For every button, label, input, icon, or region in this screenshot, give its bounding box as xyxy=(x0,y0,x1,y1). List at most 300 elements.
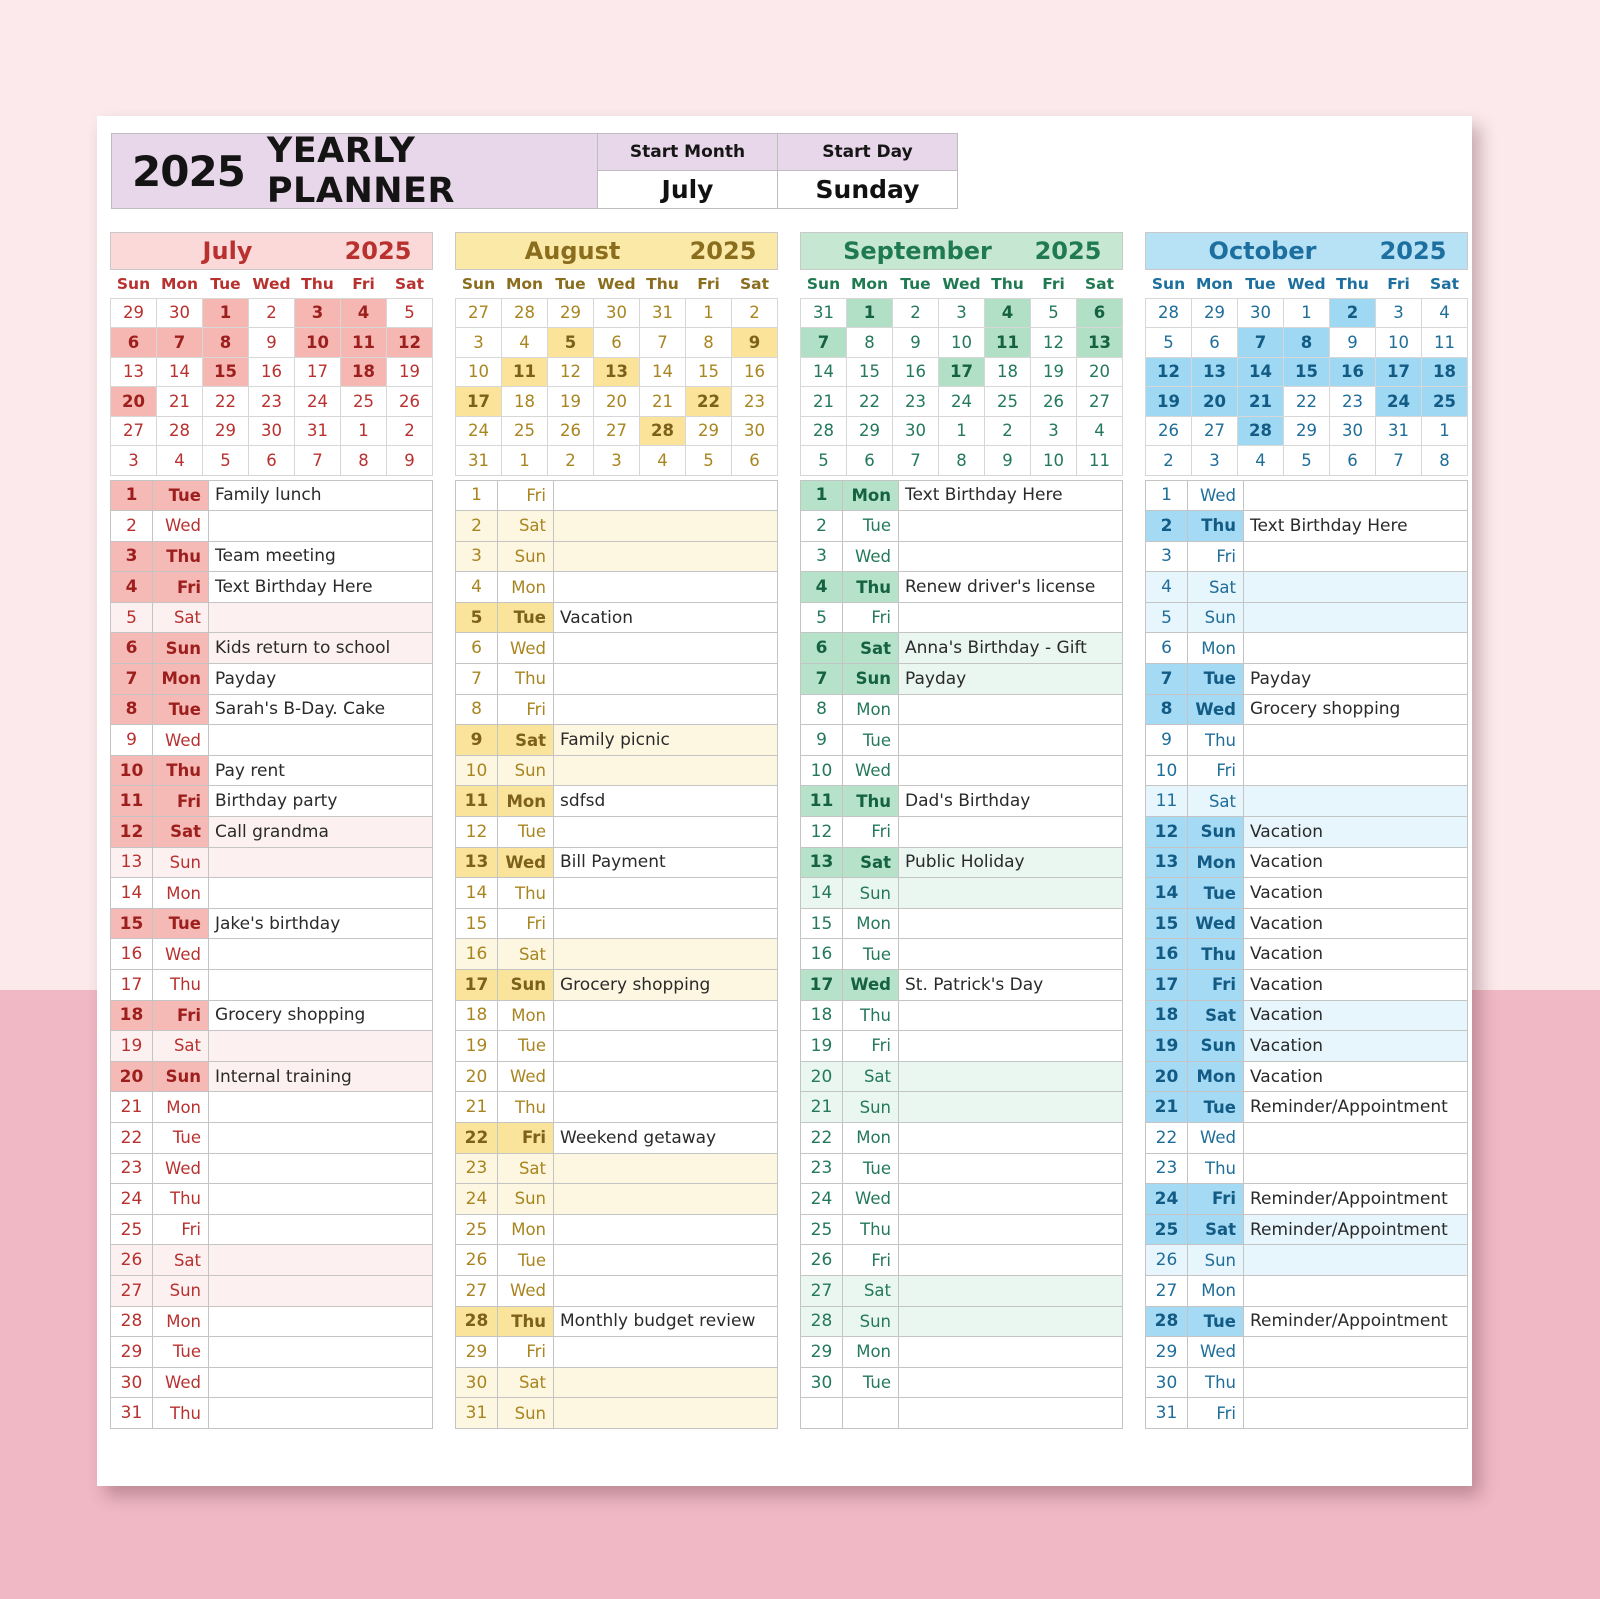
day-event-input[interactable]: Reminder/Appointment xyxy=(1244,1092,1468,1123)
mini-calendar-day[interactable]: 4 xyxy=(341,298,387,328)
mini-calendar-day[interactable]: 21 xyxy=(157,387,203,417)
day-event-input[interactable]: Text Birthday Here xyxy=(209,572,433,603)
day-event-input[interactable] xyxy=(899,817,1123,848)
day-event-input[interactable]: Vacation xyxy=(554,602,778,633)
mini-calendar-day[interactable]: 19 xyxy=(1146,387,1192,417)
mini-calendar-day[interactable]: 9 xyxy=(249,328,295,358)
day-event-input[interactable] xyxy=(1244,755,1468,786)
day-event-input[interactable] xyxy=(209,878,433,909)
mini-calendar-day[interactable]: 12 xyxy=(548,357,594,387)
day-event-input[interactable]: Vacation xyxy=(1244,1031,1468,1062)
day-event-input[interactable]: Reminder/Appointment xyxy=(1244,1214,1468,1245)
day-event-input[interactable] xyxy=(554,480,778,511)
mini-calendar-day[interactable]: 31 xyxy=(295,416,341,446)
day-event-input[interactable] xyxy=(209,1245,433,1276)
mini-calendar-day[interactable]: 16 xyxy=(732,357,778,387)
day-event-input[interactable] xyxy=(209,602,433,633)
mini-calendar-day[interactable]: 4 xyxy=(640,446,686,476)
mini-calendar-day[interactable]: 21 xyxy=(1238,387,1284,417)
day-event-input[interactable] xyxy=(899,602,1123,633)
mini-calendar-day[interactable]: 24 xyxy=(295,387,341,417)
mini-calendar-day[interactable]: 6 xyxy=(1330,446,1376,476)
mini-calendar-day[interactable]: 31 xyxy=(801,298,847,328)
day-event-input[interactable]: Weekend getaway xyxy=(554,1122,778,1153)
mini-calendar-day[interactable]: 28 xyxy=(157,416,203,446)
mini-calendar-day[interactable]: 20 xyxy=(1192,387,1238,417)
mini-calendar-day[interactable]: 2 xyxy=(1330,298,1376,328)
mini-calendar-day[interactable]: 12 xyxy=(387,328,433,358)
mini-calendar-day[interactable]: 1 xyxy=(502,446,548,476)
mini-calendar-day[interactable]: 10 xyxy=(1376,328,1422,358)
day-list-row xyxy=(111,1367,433,1398)
day-event-input[interactable]: Grocery shopping xyxy=(1244,694,1468,725)
day-event-input[interactable] xyxy=(899,939,1123,970)
day-event-input[interactable] xyxy=(554,817,778,848)
mini-calendar-day[interactable]: 10 xyxy=(456,357,502,387)
day-event-input[interactable]: Pay rent xyxy=(209,755,433,786)
mini-calendar-day[interactable]: 8 xyxy=(203,328,249,358)
mini-calendar-day[interactable]: 6 xyxy=(1077,298,1123,328)
day-event-input[interactable]: Vacation xyxy=(1244,939,1468,970)
day-event-input[interactable]: Renew driver's license xyxy=(899,572,1123,603)
day-event-input[interactable]: Family picnic xyxy=(554,725,778,756)
day-event-input[interactable] xyxy=(209,1367,433,1398)
mini-calendar-day[interactable]: 28 xyxy=(640,416,686,446)
mini-calendar-day[interactable]: 17 xyxy=(295,357,341,387)
day-event-input[interactable] xyxy=(209,970,433,1001)
mini-calendar-day[interactable]: 20 xyxy=(1077,357,1123,387)
day-event-input[interactable] xyxy=(554,1214,778,1245)
mini-calendar-day[interactable]: 26 xyxy=(1031,387,1077,417)
mini-calendar-day[interactable]: 5 xyxy=(548,328,594,358)
day-event-input[interactable]: Payday xyxy=(899,664,1123,695)
day-event-input[interactable]: Grocery shopping xyxy=(554,970,778,1001)
mini-calendar-day[interactable]: 2 xyxy=(548,446,594,476)
mini-calendar-day[interactable]: 29 xyxy=(1284,416,1330,446)
mini-calendar-day[interactable]: 8 xyxy=(1422,446,1468,476)
start-month-value[interactable]: July xyxy=(598,171,778,209)
day-event-input[interactable]: Reminder/Appointment xyxy=(1244,1306,1468,1337)
day-event-input[interactable] xyxy=(554,1000,778,1031)
mini-calendar-day[interactable]: 30 xyxy=(1238,298,1284,328)
day-event-input[interactable]: Payday xyxy=(1244,664,1468,695)
day-event-input[interactable] xyxy=(1244,1398,1468,1429)
mini-calendar-day[interactable]: 23 xyxy=(249,387,295,417)
mini-calendar-day[interactable]: 24 xyxy=(456,416,502,446)
mini-calendar-day[interactable]: 30 xyxy=(249,416,295,446)
mini-calendar-day[interactable]: 5 xyxy=(1284,446,1330,476)
mini-calendar-day[interactable]: 14 xyxy=(1238,357,1284,387)
day-event-input[interactable]: St. Patrick's Day xyxy=(899,970,1123,1001)
mini-calendar-day[interactable]: 25 xyxy=(985,387,1031,417)
day-event-input[interactable] xyxy=(554,1031,778,1062)
mini-calendar-day[interactable]: 3 xyxy=(1376,298,1422,328)
day-event-input[interactable] xyxy=(209,1031,433,1062)
day-event-input[interactable]: Birthday party xyxy=(209,786,433,817)
mini-calendar-day[interactable]: 26 xyxy=(387,387,433,417)
day-event-input[interactable] xyxy=(899,1214,1123,1245)
day-event-input[interactable]: sdfsd xyxy=(554,786,778,817)
day-event-input[interactable] xyxy=(554,1398,778,1429)
start-month-selector[interactable] xyxy=(598,133,778,209)
mini-calendar-day[interactable]: 30 xyxy=(157,298,203,328)
mini-calendar-day[interactable]: 28 xyxy=(502,298,548,328)
mini-calendar-day[interactable]: 7 xyxy=(295,446,341,476)
mini-calendar-day[interactable]: 3 xyxy=(111,446,157,476)
mini-calendar-day[interactable]: 29 xyxy=(847,416,893,446)
mini-calendar-day[interactable]: 14 xyxy=(801,357,847,387)
day-event-input[interactable] xyxy=(554,1061,778,1092)
mini-calendar-day[interactable]: 11 xyxy=(502,357,548,387)
mini-calendar-day[interactable]: 23 xyxy=(893,387,939,417)
day-event-input[interactable] xyxy=(899,755,1123,786)
mini-calendar-day[interactable]: 17 xyxy=(939,357,985,387)
mini-calendar-day[interactable]: 30 xyxy=(732,416,778,446)
mini-calendar-day[interactable]: 25 xyxy=(502,416,548,446)
mini-calendar-day[interactable]: 22 xyxy=(1284,387,1330,417)
mini-calendar-day[interactable]: 23 xyxy=(1330,387,1376,417)
mini-calendar-day[interactable]: 6 xyxy=(249,446,295,476)
mini-calendar-day[interactable]: 4 xyxy=(1077,416,1123,446)
mini-calendar-day[interactable]: 3 xyxy=(1192,446,1238,476)
mini-calendar-day[interactable]: 1 xyxy=(1284,298,1330,328)
day-event-input[interactable]: Internal training xyxy=(209,1061,433,1092)
mini-calendar-day[interactable]: 13 xyxy=(1192,357,1238,387)
day-number: 4 xyxy=(801,572,843,603)
mini-calendar-day[interactable]: 18 xyxy=(502,387,548,417)
mini-calendar-day[interactable]: 27 xyxy=(111,416,157,446)
day-event-input[interactable] xyxy=(899,1398,1123,1429)
day-event-input[interactable] xyxy=(209,511,433,542)
day-event-input[interactable] xyxy=(899,1245,1123,1276)
mini-calendar-day[interactable]: 17 xyxy=(456,387,502,417)
mini-calendar-day[interactable]: 18 xyxy=(985,357,1031,387)
day-event-input[interactable]: Team meeting xyxy=(209,541,433,572)
day-event-input[interactable] xyxy=(554,878,778,909)
mini-calendar-day[interactable]: 20 xyxy=(594,387,640,417)
mini-calendar-day[interactable]: 31 xyxy=(640,298,686,328)
day-event-input[interactable] xyxy=(209,725,433,756)
mini-calendar-day[interactable]: 1 xyxy=(939,416,985,446)
day-event-input[interactable] xyxy=(899,878,1123,909)
mini-calendar-day[interactable]: 21 xyxy=(640,387,686,417)
mini-calendar-day[interactable]: 19 xyxy=(387,357,433,387)
day-event-input[interactable] xyxy=(899,1275,1123,1306)
day-event-input[interactable]: Vacation xyxy=(1244,878,1468,909)
day-event-input[interactable] xyxy=(899,541,1123,572)
mini-calendar-day[interactable]: 29 xyxy=(1192,298,1238,328)
day-event-input[interactable]: Text Birthday Here xyxy=(1244,511,1468,542)
day-event-input[interactable]: Call grandma xyxy=(209,817,433,848)
day-event-input[interactable] xyxy=(899,1184,1123,1215)
day-event-input[interactable] xyxy=(899,511,1123,542)
day-event-input[interactable] xyxy=(209,1398,433,1429)
mini-calendar-day[interactable]: 19 xyxy=(548,387,594,417)
mini-calendar-day[interactable]: 2 xyxy=(732,298,778,328)
mini-calendar-day[interactable]: 23 xyxy=(732,387,778,417)
mini-calendar-day[interactable]: 2 xyxy=(387,416,433,446)
day-event-input[interactable] xyxy=(899,1000,1123,1031)
mini-calendar-day[interactable]: 16 xyxy=(249,357,295,387)
day-weekday: Wed xyxy=(843,541,899,572)
day-event-input[interactable] xyxy=(1244,725,1468,756)
day-event-input[interactable] xyxy=(1244,602,1468,633)
day-event-input[interactable] xyxy=(554,908,778,939)
mini-calendar-day[interactable]: 27 xyxy=(594,416,640,446)
mini-calendar-day[interactable]: 10 xyxy=(295,328,341,358)
day-event-input[interactable] xyxy=(899,1031,1123,1062)
day-event-input[interactable] xyxy=(1244,1122,1468,1153)
day-event-input[interactable] xyxy=(899,1061,1123,1092)
day-event-input[interactable]: Text Birthday Here xyxy=(899,480,1123,511)
mini-calendar-day[interactable]: 1 xyxy=(341,416,387,446)
day-event-input[interactable] xyxy=(899,1306,1123,1337)
mini-calendar-day[interactable]: 29 xyxy=(203,416,249,446)
day-event-input[interactable]: Sarah's B-Day. Cake xyxy=(209,694,433,725)
mini-calendar-day[interactable]: 3 xyxy=(295,298,341,328)
day-event-input[interactable] xyxy=(899,1122,1123,1153)
mini-calendar-day[interactable]: 5 xyxy=(203,446,249,476)
mini-calendar-day[interactable]: 8 xyxy=(686,328,732,358)
day-event-input[interactable] xyxy=(554,1245,778,1276)
mini-calendar-day[interactable]: 3 xyxy=(1031,416,1077,446)
mini-calendar-day[interactable]: 9 xyxy=(1330,328,1376,358)
mini-calendar-day[interactable]: 26 xyxy=(548,416,594,446)
day-event-input[interactable] xyxy=(899,908,1123,939)
day-event-input[interactable]: Family lunch xyxy=(209,480,433,511)
mini-calendar-day[interactable]: 27 xyxy=(456,298,502,328)
day-event-input[interactable] xyxy=(899,694,1123,725)
mini-calendar-day[interactable]: 7 xyxy=(157,328,203,358)
day-event-input[interactable] xyxy=(209,1092,433,1123)
mini-calendar-day[interactable]: 7 xyxy=(1238,328,1284,358)
day-event-input[interactable] xyxy=(1244,786,1468,817)
day-event-input[interactable] xyxy=(1244,572,1468,603)
day-event-input[interactable] xyxy=(554,1337,778,1368)
mini-calendar-day[interactable]: 29 xyxy=(686,416,732,446)
day-event-input[interactable] xyxy=(899,1367,1123,1398)
mini-calendar-day[interactable]: 6 xyxy=(594,328,640,358)
day-event-input[interactable]: Grocery shopping xyxy=(209,1000,433,1031)
day-event-input[interactable] xyxy=(554,1275,778,1306)
mini-calendar-day[interactable]: 4 xyxy=(1238,446,1284,476)
mini-calendar-day[interactable]: 4 xyxy=(502,328,548,358)
mini-calendar-day[interactable]: 17 xyxy=(1376,357,1422,387)
mini-calendar-day[interactable]: 13 xyxy=(1077,328,1123,358)
day-event-input[interactable] xyxy=(209,1275,433,1306)
mini-calendar-day[interactable]: 28 xyxy=(1146,298,1192,328)
start-day-value[interactable]: Sunday xyxy=(778,171,958,209)
mini-calendar-day[interactable]: 31 xyxy=(456,446,502,476)
mini-calendar-day[interactable]: 18 xyxy=(341,357,387,387)
mini-calendar-day[interactable]: 2 xyxy=(249,298,295,328)
day-event-input[interactable]: Dad's Birthday xyxy=(899,786,1123,817)
day-event-input[interactable] xyxy=(554,664,778,695)
day-event-input[interactable] xyxy=(554,572,778,603)
day-event-input[interactable]: Vacation xyxy=(1244,908,1468,939)
mini-calendar-day[interactable]: 2 xyxy=(985,416,1031,446)
day-event-input[interactable]: Payday xyxy=(209,664,433,695)
mini-calendar-day[interactable]: 20 xyxy=(111,387,157,417)
day-event-input[interactable] xyxy=(899,725,1123,756)
day-event-input[interactable] xyxy=(1244,1153,1468,1184)
mini-calendar-day[interactable]: 29 xyxy=(111,298,157,328)
mini-calendar-day[interactable]: 3 xyxy=(594,446,640,476)
mini-calendar-day[interactable]: 7 xyxy=(640,328,686,358)
mini-calendar-day[interactable]: 5 xyxy=(1146,328,1192,358)
mini-calendar-day[interactable]: 27 xyxy=(1077,387,1123,417)
mini-calendar-day[interactable]: 6 xyxy=(111,328,157,358)
mini-calendar-day[interactable]: 15 xyxy=(847,357,893,387)
mini-calendar-day[interactable]: 11 xyxy=(985,328,1031,358)
mini-calendar-day[interactable]: 3 xyxy=(939,298,985,328)
mini-calendar-day[interactable]: 14 xyxy=(157,357,203,387)
mini-calendar-day[interactable]: 14 xyxy=(640,357,686,387)
start-day-selector[interactable] xyxy=(778,133,958,209)
mini-calendar-day[interactable]: 5 xyxy=(801,446,847,476)
day-event-input[interactable] xyxy=(1244,1275,1468,1306)
mini-calendar-day[interactable]: 4 xyxy=(1422,298,1468,328)
mini-calendar-day[interactable]: 22 xyxy=(686,387,732,417)
mini-calendar-day[interactable]: 5 xyxy=(686,446,732,476)
day-event-input[interactable] xyxy=(209,1214,433,1245)
day-event-input[interactable] xyxy=(554,541,778,572)
mini-calendar-day[interactable]: 11 xyxy=(1422,328,1468,358)
day-event-input[interactable] xyxy=(554,1092,778,1123)
day-event-input[interactable] xyxy=(209,1122,433,1153)
mini-calendar-day[interactable]: 13 xyxy=(594,357,640,387)
mini-calendar-day[interactable]: 9 xyxy=(732,328,778,358)
mini-calendar-day[interactable]: 12 xyxy=(1031,328,1077,358)
day-event-input[interactable] xyxy=(554,1367,778,1398)
mini-calendar-day[interactable]: 21 xyxy=(801,387,847,417)
day-event-input[interactable] xyxy=(1244,1337,1468,1368)
mini-calendar-day[interactable]: 8 xyxy=(939,446,985,476)
mini-calendar-day[interactable]: 24 xyxy=(939,387,985,417)
mini-calendar-day[interactable]: 1 xyxy=(203,298,249,328)
mini-calendar-day[interactable]: 31 xyxy=(1376,416,1422,446)
mini-calendar-day[interactable]: 8 xyxy=(1284,328,1330,358)
day-event-input[interactable] xyxy=(1244,1367,1468,1398)
day-event-input[interactable] xyxy=(209,1306,433,1337)
mini-calendar-day[interactable]: 9 xyxy=(387,446,433,476)
mini-calendar-day[interactable]: 10 xyxy=(1031,446,1077,476)
mini-calendar-day[interactable]: 7 xyxy=(801,328,847,358)
mini-calendar-day[interactable]: 7 xyxy=(893,446,939,476)
day-event-input[interactable] xyxy=(899,1337,1123,1368)
mini-calendar-day[interactable]: 6 xyxy=(847,446,893,476)
day-event-input[interactable]: Jake's birthday xyxy=(209,908,433,939)
day-event-input[interactable] xyxy=(209,1337,433,1368)
mini-calendar-day[interactable]: 12 xyxy=(1146,357,1192,387)
day-event-input[interactable]: Monthly budget review xyxy=(554,1306,778,1337)
mini-calendar-day[interactable]: 1 xyxy=(847,298,893,328)
mini-calendar-day[interactable]: 15 xyxy=(1284,357,1330,387)
mini-calendar-day[interactable]: 19 xyxy=(1031,357,1077,387)
day-event-input[interactable] xyxy=(209,1153,433,1184)
mini-calendar-day[interactable]: 26 xyxy=(1146,416,1192,446)
day-event-input[interactable] xyxy=(554,939,778,970)
day-event-input[interactable]: Vacation xyxy=(1244,847,1468,878)
mini-calendar-day[interactable]: 16 xyxy=(893,357,939,387)
day-event-input[interactable]: Vacation xyxy=(1244,1000,1468,1031)
day-event-input[interactable]: Vacation xyxy=(1244,970,1468,1001)
mini-calendar-day[interactable]: 1 xyxy=(1422,416,1468,446)
mini-calendar-day[interactable]: 25 xyxy=(1422,387,1468,417)
mini-calendar-day[interactable]: 27 xyxy=(1192,416,1238,446)
day-event-input[interactable]: Anna's Birthday - Gift xyxy=(899,633,1123,664)
mini-calendar-day[interactable]: 18 xyxy=(1422,357,1468,387)
mini-calendar-day[interactable]: 22 xyxy=(203,387,249,417)
day-event-input[interactable]: Bill Payment xyxy=(554,847,778,878)
mini-calendar-day[interactable]: 8 xyxy=(847,328,893,358)
mini-calendar-day[interactable]: 4 xyxy=(985,298,1031,328)
mini-calendar-day[interactable]: 11 xyxy=(1077,446,1123,476)
day-event-input[interactable] xyxy=(554,1153,778,1184)
mini-calendar-day[interactable]: 1 xyxy=(686,298,732,328)
mini-calendar-day[interactable]: 22 xyxy=(847,387,893,417)
mini-calendar-day[interactable]: 25 xyxy=(341,387,387,417)
day-event-input[interactable] xyxy=(1244,1245,1468,1276)
day-event-input[interactable] xyxy=(899,1092,1123,1123)
day-event-input[interactable]: Vacation xyxy=(1244,1061,1468,1092)
day-event-input[interactable] xyxy=(209,1184,433,1215)
day-event-input[interactable] xyxy=(554,511,778,542)
day-event-input[interactable] xyxy=(1244,480,1468,511)
day-event-input[interactable] xyxy=(554,694,778,725)
mini-calendar-day[interactable]: 9 xyxy=(893,328,939,358)
mini-calendar-day[interactable]: 13 xyxy=(111,357,157,387)
mini-calendar-day[interactable]: 8 xyxy=(341,446,387,476)
day-event-input[interactable] xyxy=(899,1153,1123,1184)
day-event-input[interactable]: Reminder/Appointment xyxy=(1244,1184,1468,1215)
day-event-input[interactable] xyxy=(209,847,433,878)
day-event-input[interactable] xyxy=(554,633,778,664)
mini-calendar-day[interactable]: 30 xyxy=(893,416,939,446)
mini-calendar-day[interactable]: 5 xyxy=(387,298,433,328)
mini-calendar-day[interactable]: 10 xyxy=(939,328,985,358)
day-event-input[interactable] xyxy=(554,755,778,786)
mini-calendar-day[interactable]: 15 xyxy=(203,357,249,387)
mini-calendar-day[interactable]: 3 xyxy=(456,328,502,358)
mini-calendar-day[interactable]: 9 xyxy=(985,446,1031,476)
day-event-input[interactable]: Vacation xyxy=(1244,817,1468,848)
mini-calendar-day[interactable]: 6 xyxy=(1192,328,1238,358)
mini-calendar-day[interactable]: 5 xyxy=(1031,298,1077,328)
mini-calendar-day[interactable]: 15 xyxy=(686,357,732,387)
day-event-input[interactable] xyxy=(1244,633,1468,664)
mini-calendar-day[interactable]: 2 xyxy=(893,298,939,328)
day-event-input[interactable]: Kids return to school xyxy=(209,633,433,664)
mini-calendar-day[interactable]: 24 xyxy=(1376,387,1422,417)
mini-calendar-day[interactable]: 30 xyxy=(1330,416,1376,446)
day-list-row xyxy=(456,1398,778,1429)
day-event-input[interactable]: Public Holiday xyxy=(899,847,1123,878)
mini-calendar-day[interactable]: 28 xyxy=(801,416,847,446)
mini-calendar-day[interactable]: 7 xyxy=(1376,446,1422,476)
mini-calendar-day[interactable]: 30 xyxy=(594,298,640,328)
day-event-input[interactable] xyxy=(554,1184,778,1215)
day-event-input[interactable] xyxy=(1244,541,1468,572)
mini-calendar-day[interactable]: 4 xyxy=(157,446,203,476)
mini-calendar-day[interactable]: 28 xyxy=(1238,416,1284,446)
mini-calendar-day[interactable]: 29 xyxy=(548,298,594,328)
day-event-input[interactable] xyxy=(209,939,433,970)
mini-calendar-day[interactable]: 11 xyxy=(341,328,387,358)
mini-calendar-day[interactable]: 16 xyxy=(1330,357,1376,387)
mini-calendar-day[interactable]: 2 xyxy=(1146,446,1192,476)
mini-calendar-day[interactable]: 6 xyxy=(732,446,778,476)
